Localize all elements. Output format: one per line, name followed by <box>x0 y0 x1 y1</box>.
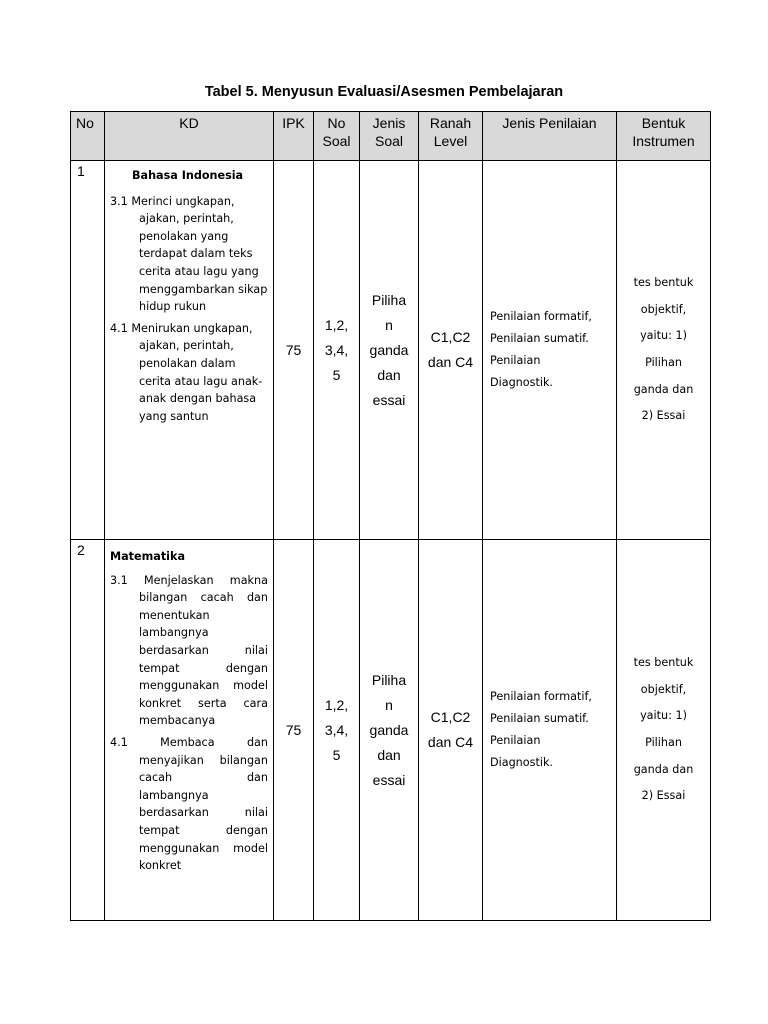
table-row <box>71 161 711 540</box>
jenis-soal-cell: Piliha n ganda dan essai <box>360 540 419 921</box>
kd-item: 4.1 Menirukan ungkapan, ajakan, perintah, penolakan dalam cerita atau lagu anak-anak dengan bahasa yang santun <box>110 321 263 423</box>
header-ranah-level: Ranah Level <box>419 112 483 161</box>
header-jenis-soal: Jenis Soal <box>360 112 419 161</box>
header-bentuk-instrumen: Bentuk Instrumen <box>617 112 711 161</box>
evaluation-table <box>70 111 711 921</box>
kd-cell <box>105 161 274 540</box>
subject-name: Matematika <box>110 550 185 563</box>
jenis-soal-cell: Piliha n ganda dan essai <box>360 161 419 540</box>
header-kd: KD <box>105 112 274 161</box>
jenis-penilaian-cell: Penilaian formatif, Penilaian sumatif. Penilaian Diagnostik. <box>483 540 617 921</box>
header-no: No <box>71 112 105 161</box>
kd-item: 3.1 Merinci ungkapan, ajakan, perintah, penolakan yang terdapat dalam teks cerita atau lagu yang menggambarkan sikap hidup rukun <box>110 194 268 314</box>
header-jenis-penilaian: Jenis Penilaian <box>483 112 617 161</box>
header-row <box>71 112 711 161</box>
no-soal-cell: 1,2, 3,4, 5 <box>314 540 360 921</box>
bentuk-instrumen-cell: tes bentuk objektif, yaitu: 1) Pilihan ganda dan 2) Essai <box>617 540 711 921</box>
ipk-cell: 75 <box>274 161 314 540</box>
kd-item: 3.1 Menjelaskan makna bilangan cacah dan menentukan lambangnya berdasarkan nilai tempat dengan menggunakan model konkret serta cara membacanya <box>110 573 268 728</box>
table-title: Tabel 5. Menyusun Evaluasi/Asesmen Pembelajaran <box>204 84 564 100</box>
table-row <box>71 540 711 921</box>
header-ipk: IPK <box>274 112 314 161</box>
ipk-cell: 75 <box>274 540 314 921</box>
row-number: 2 <box>71 540 105 921</box>
header-no-soal: No Soal <box>314 112 360 161</box>
kd-cell <box>105 540 274 921</box>
jenis-penilaian-cell: Penilaian formatif, Penilaian sumatif. Penilaian Diagnostik. <box>483 161 617 540</box>
row-number: 1 <box>71 161 105 540</box>
ranah-level-cell: C1,C2 dan C4 <box>419 161 483 540</box>
kd-item: 4.1 Membaca dan menyajikan bilangan cacah dan lambangnya berdasarkan nilai tempat dengan menggunakan model konkret <box>110 735 268 873</box>
subject-name: Bahasa Indonesia <box>132 169 244 182</box>
bentuk-instrumen-cell: tes bentuk objektif, yaitu: 1) Pilihan ganda dan 2) Essai <box>617 161 711 540</box>
ranah-level-cell: C1,C2 dan C4 <box>419 540 483 921</box>
no-soal-cell: 1,2, 3,4, 5 <box>314 161 360 540</box>
